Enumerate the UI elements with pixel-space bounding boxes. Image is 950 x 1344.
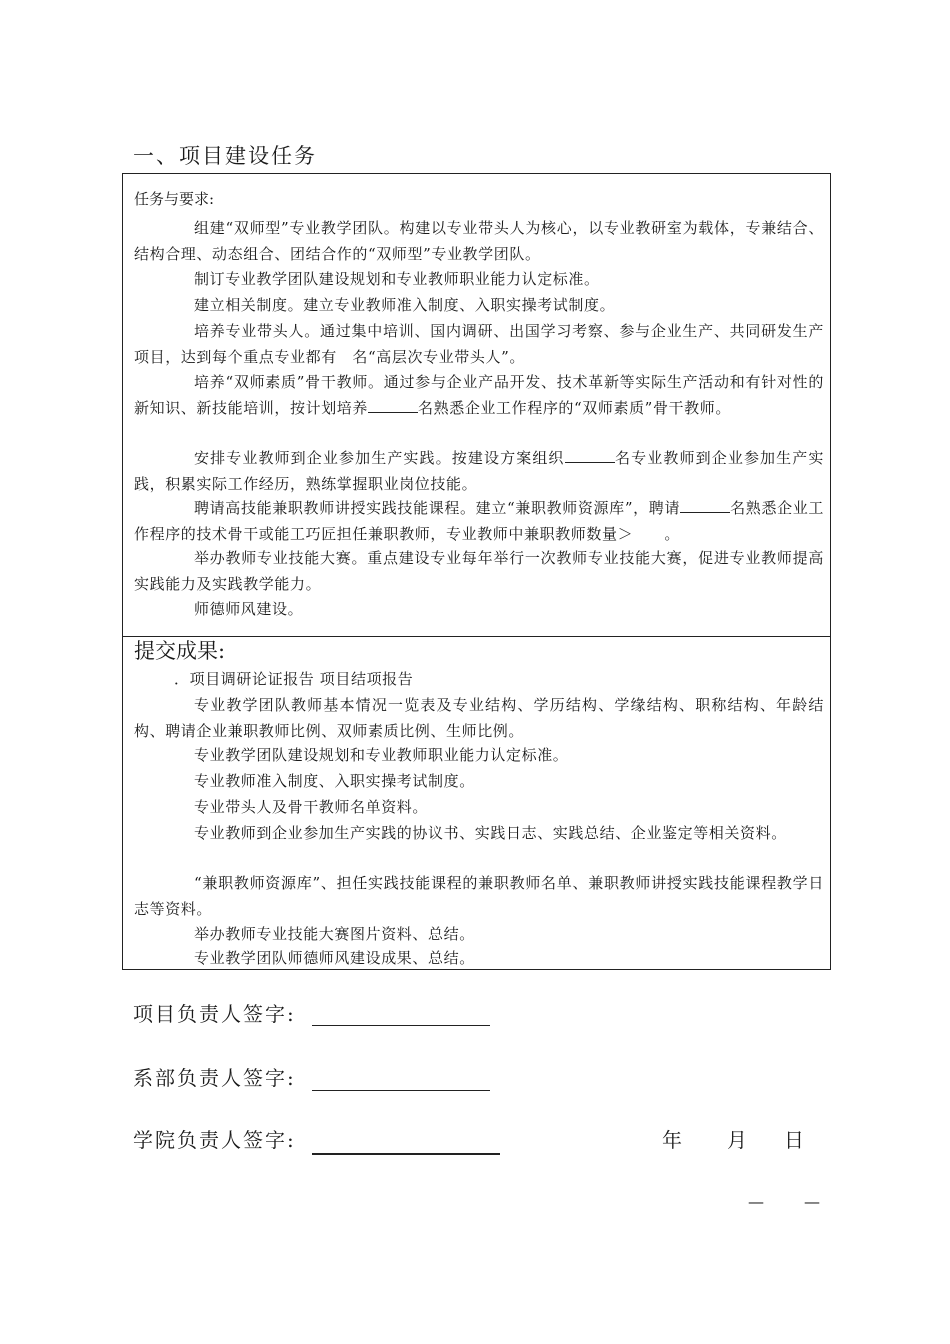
task-paragraph — [134, 446, 824, 497]
footer-dash: — — [748, 1192, 764, 1211]
task-text: 安排专业教师到企业参加生产实践。按建设方案组织 — [194, 449, 565, 467]
footer-dash: — — [804, 1192, 820, 1211]
fill-blank — [368, 397, 418, 413]
result-item: 专业带头人及骨干教师名单资料。 — [194, 798, 429, 816]
result-item: ．项目调研论证报告 项目结项报告 — [174, 670, 414, 688]
department-leader-signature-line[interactable] — [312, 1090, 490, 1091]
department-leader-signature-label: 系部负责人签字: — [133, 1066, 296, 1090]
date-day: 日 — [784, 1128, 804, 1152]
task-text: 名熟悉企业工作程序的技术骨干或能工巧匠担任兼职教师，专业教师中兼职教师数量＞ 。 — [134, 499, 824, 543]
college-leader-signature-label: 学院负责人签字: — [133, 1128, 296, 1152]
project-leader-signature-line[interactable] — [312, 1025, 490, 1026]
task-table — [122, 173, 831, 970]
task-paragraph — [134, 370, 824, 421]
result-item: 专业教学团队师德师风建设成果、总结。 — [194, 949, 475, 967]
result-item: 专业教师到企业参加生产实践的协议书、实践日志、实践总结、企业鉴定等相关资料。 — [194, 824, 787, 842]
project-leader-signature-label: 项目负责人签字: — [133, 1002, 296, 1026]
task-text: 名熟悉企业工作程序的“双师素质”骨干教师。 — [418, 398, 731, 417]
tasks-heading: 任务与要求: — [134, 190, 215, 208]
date-month: 月 — [727, 1128, 747, 1152]
table-divider — [123, 636, 830, 637]
task-paragraph: 建立相关制度。建立专业教师准入制度、入职实操考试制度。 — [194, 296, 616, 314]
college-leader-signature-line[interactable] — [312, 1153, 500, 1155]
task-paragraph: 举办教师专业技能大赛。重点建设专业每年举行一次教师专业技能大赛，促进专业教师提高实践能力及实践教学能力。 — [134, 549, 824, 593]
task-text: 名专业教师到企业参加生产实践，积累实际工作经历，熟练掌握职业岗位技能。 — [134, 449, 824, 493]
task-paragraph: 师德师风建设。 — [194, 600, 304, 618]
fill-blank — [565, 447, 615, 463]
results-heading: 提交成果: — [134, 639, 226, 663]
task-paragraph: 培养专业带头人。通过集中培训、国内调研、出国学习考察、参与企业生产、共同研发生产项目，达到每个重点专业都有 名“高层次专业带头人”。 — [134, 322, 824, 366]
result-item: “兼职教师资源库”、担任实践技能课程的兼职教师名单、兼职教师讲授实践技能课程教学日志等资料。 — [134, 874, 824, 918]
task-paragraph: 组建“双师型”专业教学团队。构建以专业带头人为核心，以专业教研室为载体，专兼结合、结构合理、动态组合、团结合作的“双师型”专业教学团队。 — [134, 219, 824, 263]
section-title: 一、项目建设任务 — [133, 144, 317, 168]
task-paragraph — [134, 496, 824, 547]
result-item: 举办教师专业技能大赛图片资料、总结。 — [194, 925, 475, 943]
result-item: 专业教学团队教师基本情况一览表及专业结构、学历结构、学缘结构、职称结构、年龄结构、聘请企业兼职教师比例、双师素质比例、生师比例。 — [134, 696, 824, 740]
task-paragraph: 制订专业教学团队建设规划和专业教师职业能力认定标准。 — [194, 270, 600, 288]
task-text: 聘请高技能兼职教师讲授实践技能课程。建立“兼职教师资源库”，聘请 — [194, 499, 681, 517]
fill-blank — [680, 497, 730, 513]
date-year: 年 — [662, 1128, 682, 1152]
result-item: 专业教师准入制度、入职实操考试制度。 — [194, 772, 475, 790]
task-text: 培养“双师素质”骨干教师。通过参与企业产品开发、技术革新等实际生产活动和有针对性的新知识、新技能培训，按计划培养 — [134, 373, 824, 417]
result-item: 专业教学团队建设规划和专业教师职业能力认定标准。 — [194, 746, 569, 764]
